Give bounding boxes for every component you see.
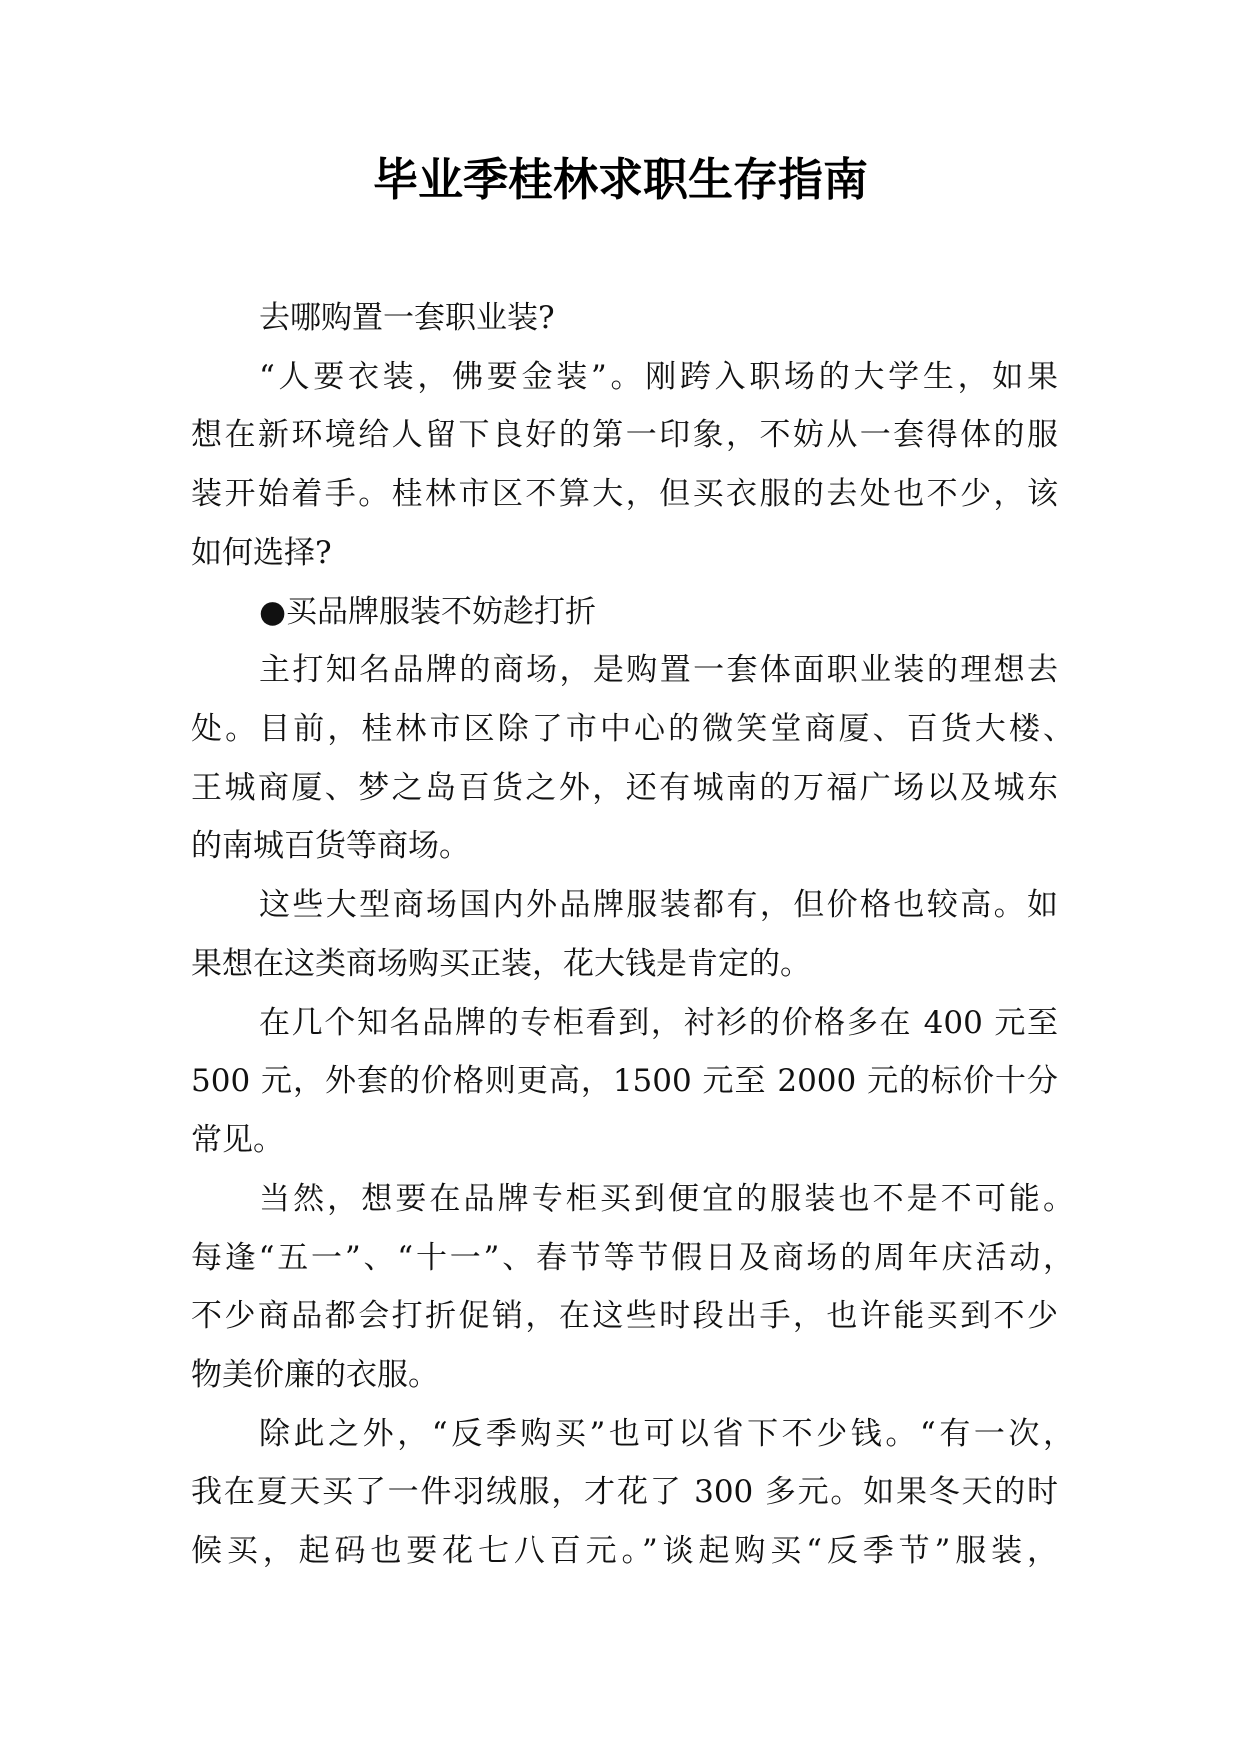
page-title: 毕业季桂林求职生存指南 <box>372 153 868 206</box>
paragraph <box>191 348 1058 583</box>
text-line: 候买，起码也要花七八百元。”谈起购买“反季节”服装， <box>191 1533 1058 1570</box>
text-line: 想在新环境给人留下良好的第一印象，不妨从一套得体的服 <box>191 417 1058 454</box>
text-line: 的南城百货等商场。 <box>191 828 470 865</box>
text-line: 这些大型商场国内外品牌服装都有，但价格也较高。如 <box>259 887 1058 924</box>
text-line: 如何选择? <box>191 534 332 571</box>
text-line: 物美价廉的衣服。 <box>191 1356 439 1393</box>
text-line: 王城商厦、梦之岛百货之外，还有城南的万福广场以及城东 <box>191 769 1058 806</box>
text-line: 除此之外，“反季购买”也可以省下不少钱。“有一次， <box>259 1415 1074 1452</box>
text-line: 当然，想要在品牌专柜买到便宜的服装也不是不可能。 <box>259 1180 1074 1217</box>
text-line: 去哪购置一套职业装? <box>259 300 555 336</box>
text-line: 主打知名品牌的商场，是购置一套体面职业装的理想去 <box>259 652 1058 689</box>
text-line: 处。目前，桂林市区除了市中心的微笑堂商厦、百货大楼、 <box>191 711 1074 748</box>
paragraph <box>191 994 1058 1170</box>
text-line: 果想在这类商场购买正装，花大钱是肯定的。 <box>191 945 811 982</box>
paragraph <box>191 1170 1074 1405</box>
text-line: 装开始着手。桂林市区不算大，但买衣服的去处也不少，该 <box>191 476 1058 513</box>
text-line: “人要衣装，佛要金装”。刚跨入职场的大学生，如果 <box>259 358 1058 395</box>
document-body <box>191 289 1074 1581</box>
text-line: ●买品牌服装不妨趁打折 <box>259 593 597 630</box>
paragraph <box>191 876 1058 993</box>
section-heading <box>191 583 1058 642</box>
text-line: 每逢“五一”、“十一”、春节等节假日及商场的周年庆活动， <box>191 1239 1074 1276</box>
text-line: 500 元，外套的价格则更高，1500 元至 2000 元的标价十分 <box>191 1063 1058 1100</box>
paragraph <box>191 641 1074 876</box>
paragraph <box>191 1405 1074 1581</box>
text-line: 我在夏天买了一件羽绒服，才花了 300 多元。如果冬天的时 <box>191 1474 1058 1511</box>
text-line: 在几个知名品牌的专柜看到，衬衫的价格多在 400 元至 <box>259 1004 1058 1041</box>
text-line: 不少商品都会打折促销，在这些时段出手，也许能买到不少 <box>191 1298 1058 1335</box>
section-heading <box>191 289 1058 348</box>
text-line: 常见。 <box>191 1122 284 1159</box>
